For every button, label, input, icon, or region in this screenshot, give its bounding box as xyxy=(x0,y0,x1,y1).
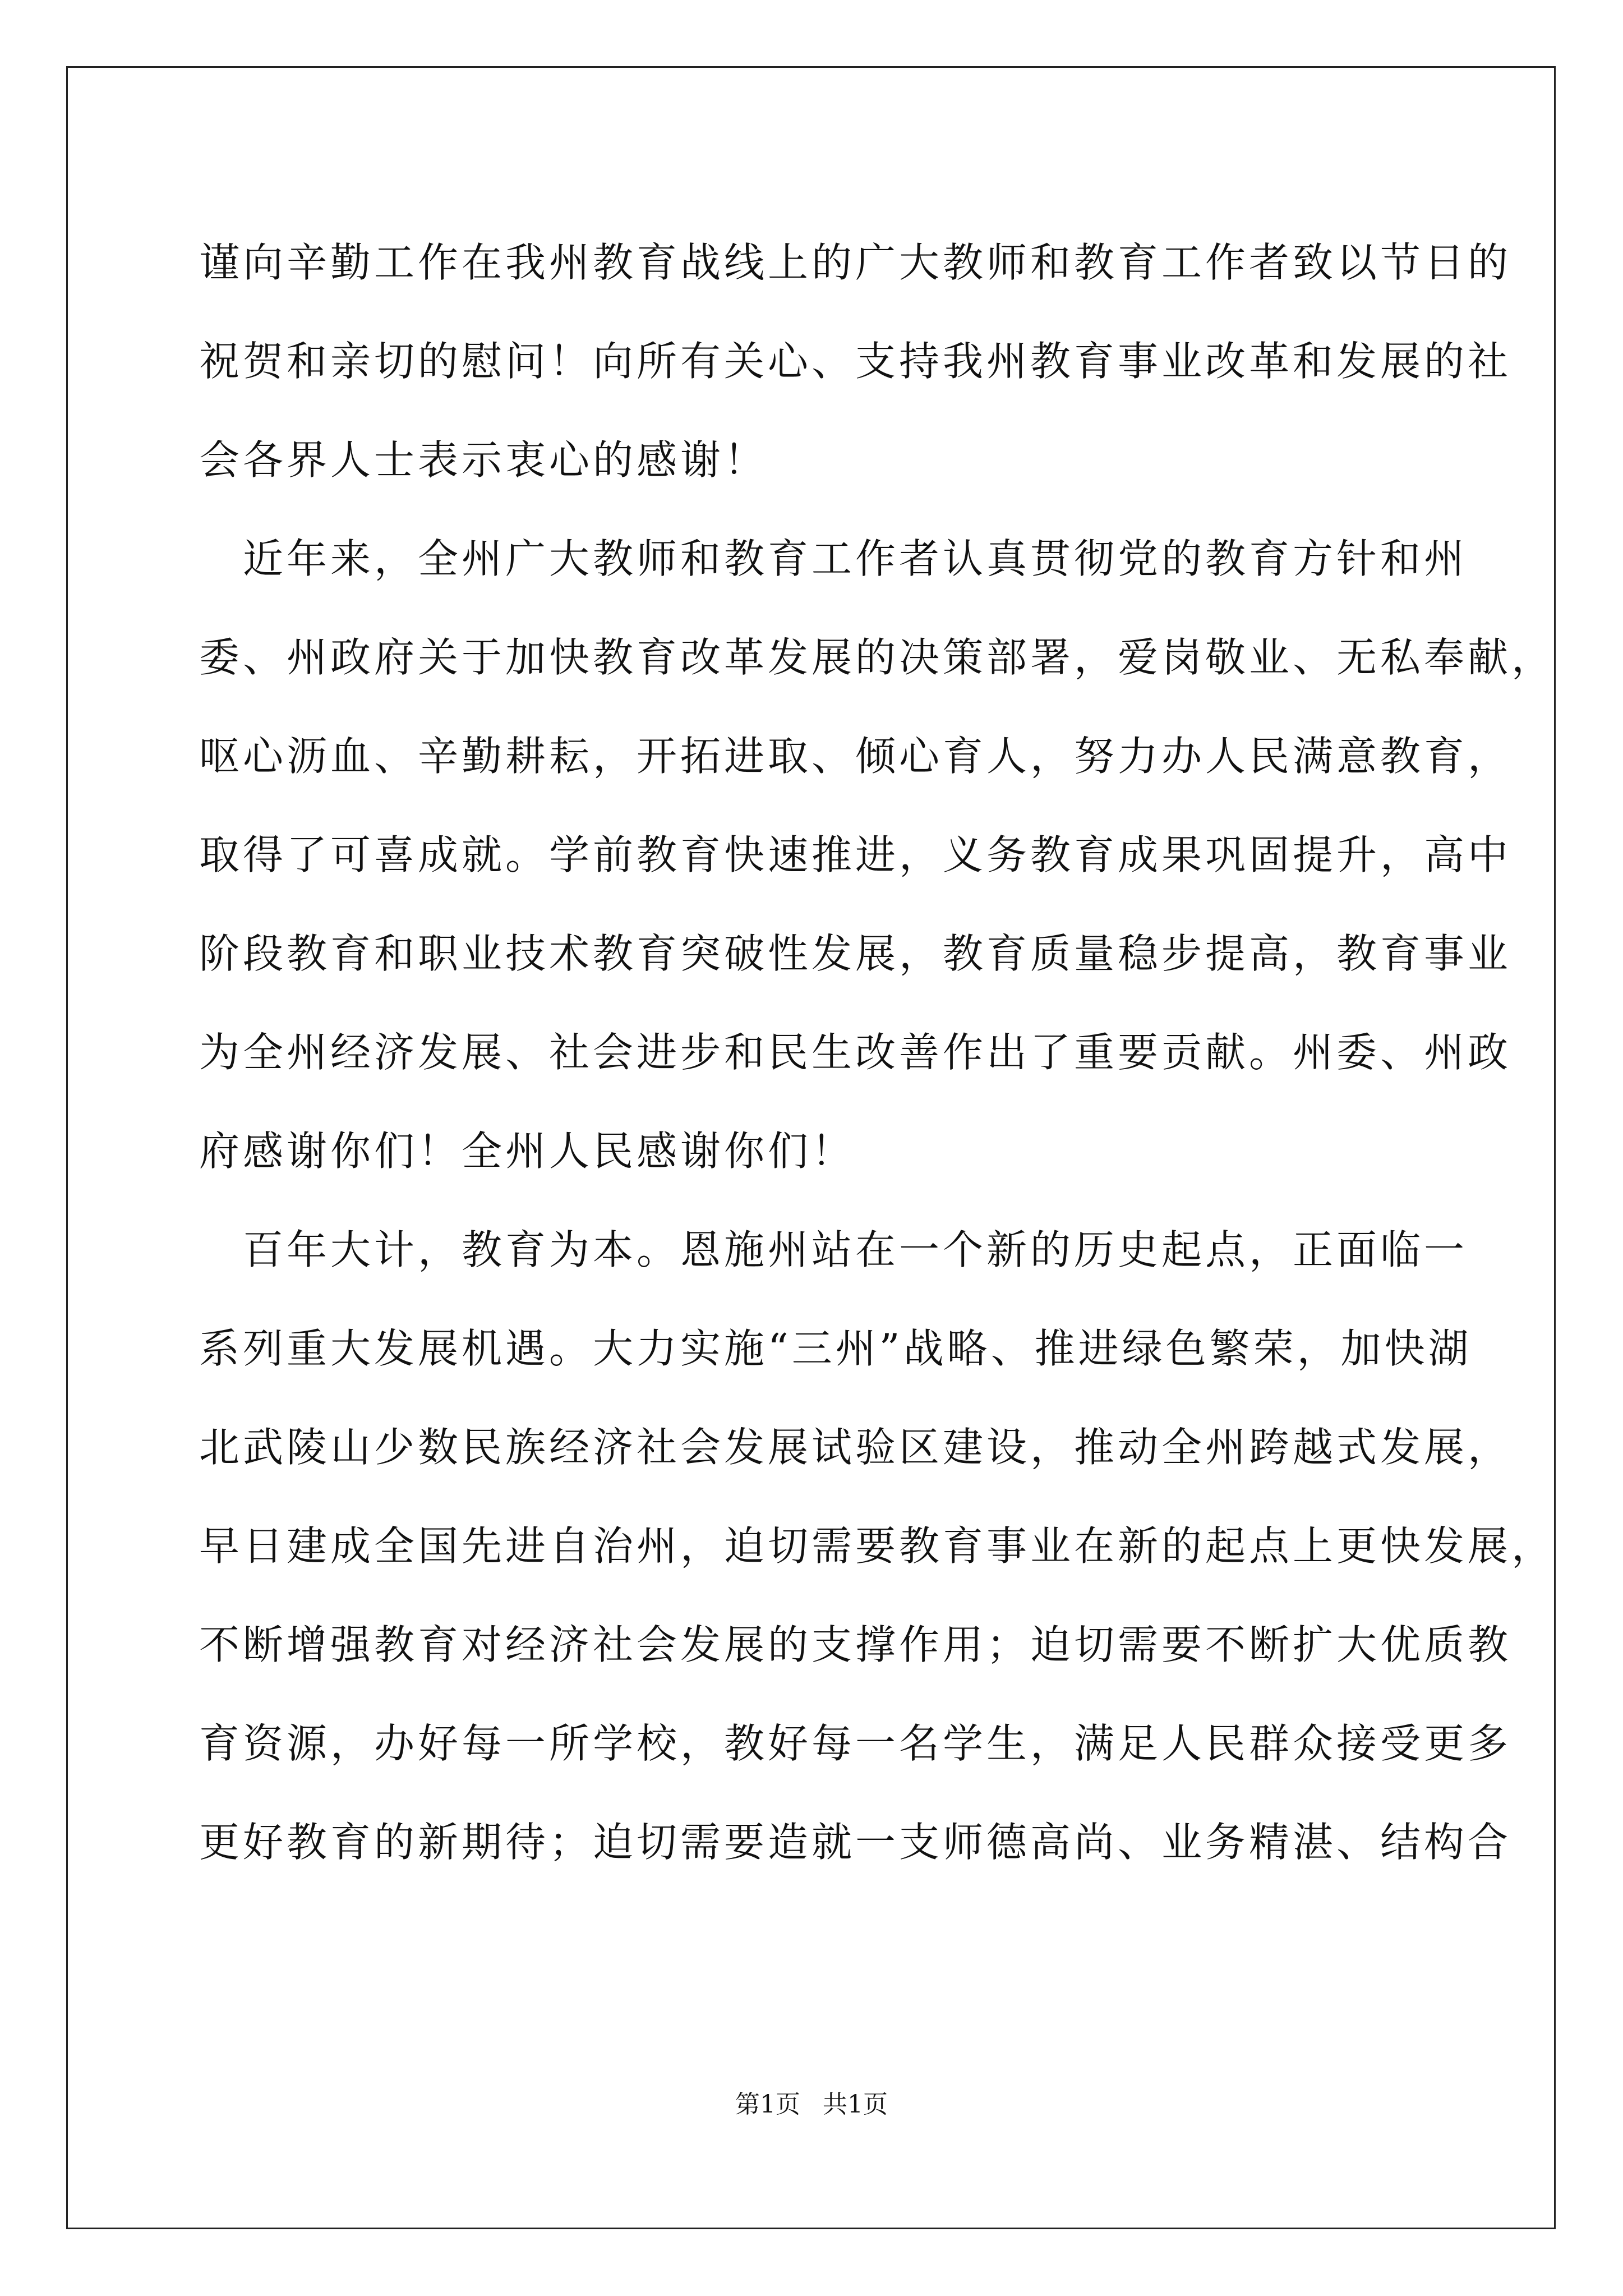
text-line: 近年来，全州广大教师和教育工作者认真贯彻党的教育方针和州 xyxy=(199,535,1468,582)
paragraph-3 xyxy=(199,1200,1556,1892)
text-line: 阶段教育和职业技术教育突破性发展，教育质量稳步提高，教育事业 xyxy=(199,930,1512,977)
text-line: 早日建成全国先进自治州，迫切需要教育事业在新的起点上更快发展， xyxy=(199,1522,1556,1570)
text-line: 谨向辛勤工作在我州教育战线上的广大教师和教育工作者致以节日的 xyxy=(199,239,1512,286)
text-line: 委、州政府关于加快教育改革发展的决策部署，爱岗敬业、无私奉献， xyxy=(199,634,1556,681)
page-number: 第1页 xyxy=(735,2090,800,2119)
text-line: 更好教育的新期待；迫切需要造就一支师德高尚、业务精湛、结构合 xyxy=(199,1819,1512,1866)
text-line: 呕心沥血、辛勤耕耘，开拓进取、倾心育人，努力办人民满意教育， xyxy=(199,733,1512,780)
page-footer xyxy=(0,2088,1623,2122)
document-body xyxy=(199,213,1556,1892)
paragraph-1 xyxy=(199,213,1512,509)
text-line: 取得了可喜成就。学前教育快速推进，义务教育成果巩固提升，高中 xyxy=(199,831,1512,878)
page-total: 共1页 xyxy=(823,2090,888,2119)
text-line: 不断增强教育对经济社会发展的支撑作用；迫切需要不断扩大优质教 xyxy=(199,1621,1512,1668)
text-line: 北武陵山少数民族经济社会发展试验区建设，推动全州跨越式发展， xyxy=(199,1424,1512,1471)
text-line: 会各界人士表示衷心的感谢！ xyxy=(199,436,768,484)
text-line: 为全州经济发展、社会进步和民生改善作出了重要贡献。州委、州政 xyxy=(199,1029,1512,1076)
text-line: 系列重大发展机遇。大力实施“三州”战略、推进绿色繁荣，加快湖 xyxy=(199,1325,1472,1372)
text-line: 百年大计，教育为本。恩施州站在一个新的历史起点，正面临一 xyxy=(199,1226,1468,1273)
text-line: 祝贺和亲切的慰问！向所有关心、支持我州教育事业改革和发展的社 xyxy=(199,338,1512,385)
paragraph-2 xyxy=(199,509,1556,1200)
text-line: 府感谢你们！全州人民感谢你们！ xyxy=(199,1128,856,1175)
text-line: 育资源，办好每一所学校，教好每一名学生，满足人民群众接受更多 xyxy=(199,1720,1512,1767)
